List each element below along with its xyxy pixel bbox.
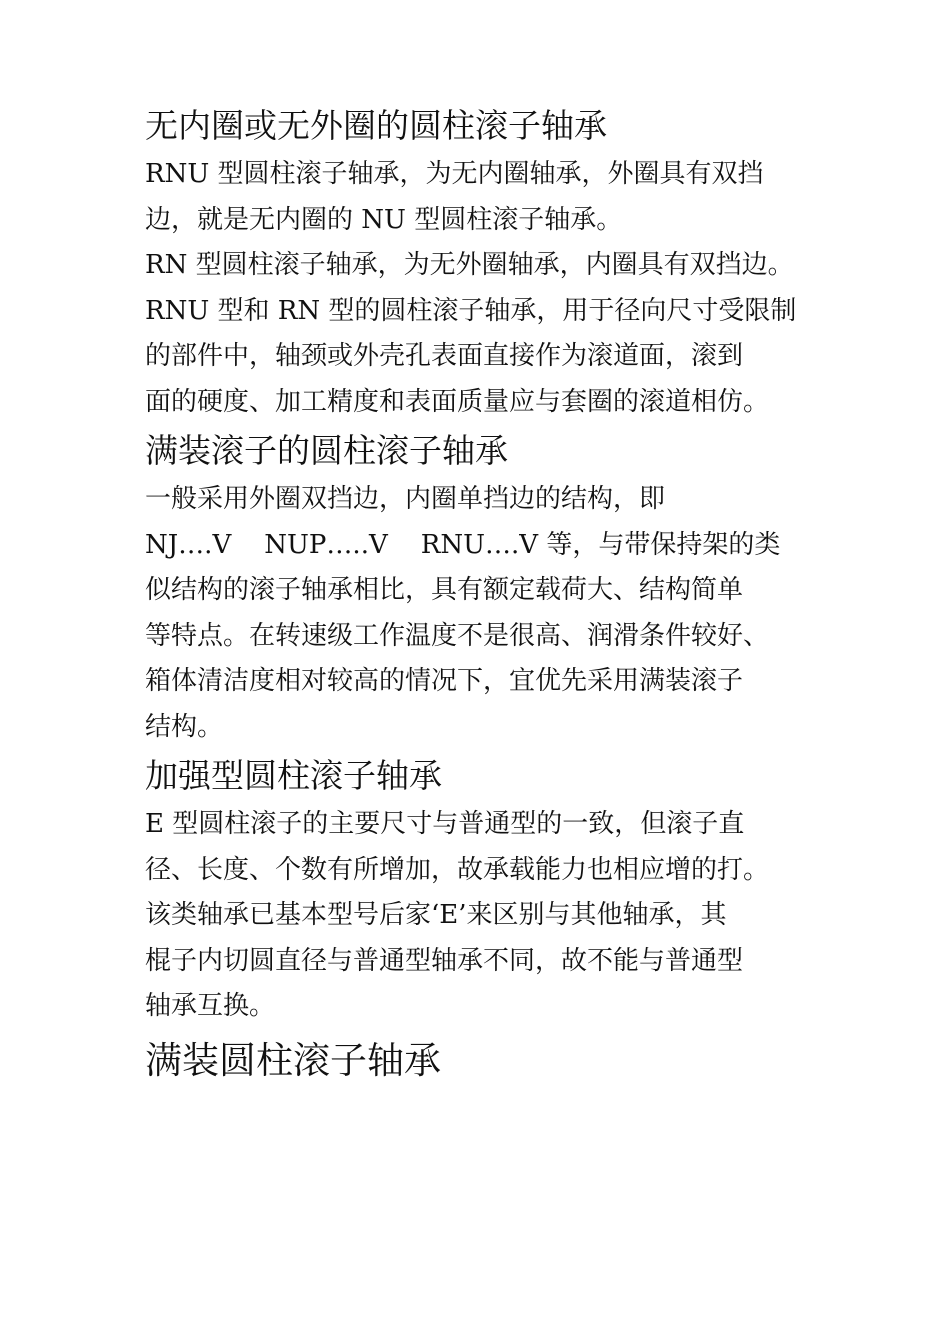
paragraph [145, 289, 810, 426]
text-line: 箱体清洁度相对较高的情况下，宜优先采用满装滚子 [145, 666, 744, 696]
document-page [145, 100, 810, 1092]
text-line: 该类轴承已基本型号后家‘E’来区别与其他轴承，其 [145, 900, 727, 930]
text-line: E 型圆柱滚子的主要尺寸与普通型的一致，但滚子直 [145, 809, 745, 839]
section-heading: 满装滚子的圆柱滚子轴承 [145, 431, 508, 470]
text-line: RNU 型和 RN 型的圆柱滚子轴承，用于径向尺寸受限制 [145, 295, 797, 326]
text-line: 面的硬度、加工精度和表面质量应与套圈的滚道相仿。 [145, 386, 770, 417]
paragraph [145, 802, 810, 1030]
text-line: 边，就是无内圈的 NU 型圆柱滚子轴承。 [145, 204, 623, 235]
text-line: 的部件中，轴颈或外壳孔表面直接作为滚道面，滚到 [145, 341, 744, 371]
text-line: RNU 型圆柱滚子轴承，为无内圈轴承，外圈具有双挡 [145, 159, 764, 189]
text-line: 结构。 [145, 711, 224, 742]
text-line: RN 型圆柱滚子轴承，为无外圈轴承，内圈具有双挡边。 [145, 250, 794, 280]
paragraph [145, 152, 810, 243]
text-line: 等特点。在转速级工作温度不是很高、润滑条件较好、 [145, 620, 770, 651]
text-line: 轴承互换。 [145, 991, 276, 1021]
section-heading: 无内圈或无外圈的圆柱滚子轴承 [145, 106, 607, 145]
text-line: 径、长度、个数有所增加，故承载能力也相应增的打。 [145, 854, 770, 885]
section-heading: 满装圆柱滚子轴承 [145, 1038, 441, 1082]
text-line: 一般采用外圈双挡边，内圈单挡边的结构，即 [145, 484, 666, 514]
section-heading: 加强型圆柱滚子轴承 [145, 756, 442, 795]
paragraph [145, 243, 810, 289]
text-line: 似结构的滚子轴承相比，具有额定载荷大、结构简单 [145, 575, 744, 605]
paragraph [145, 477, 810, 750]
text-line: NJ….V NUP…..V RNU….V 等，与带保持架的类 [145, 529, 781, 560]
text-line: 棍子内切圆直径与普通型轴承不同，故不能与普通型 [145, 945, 744, 976]
